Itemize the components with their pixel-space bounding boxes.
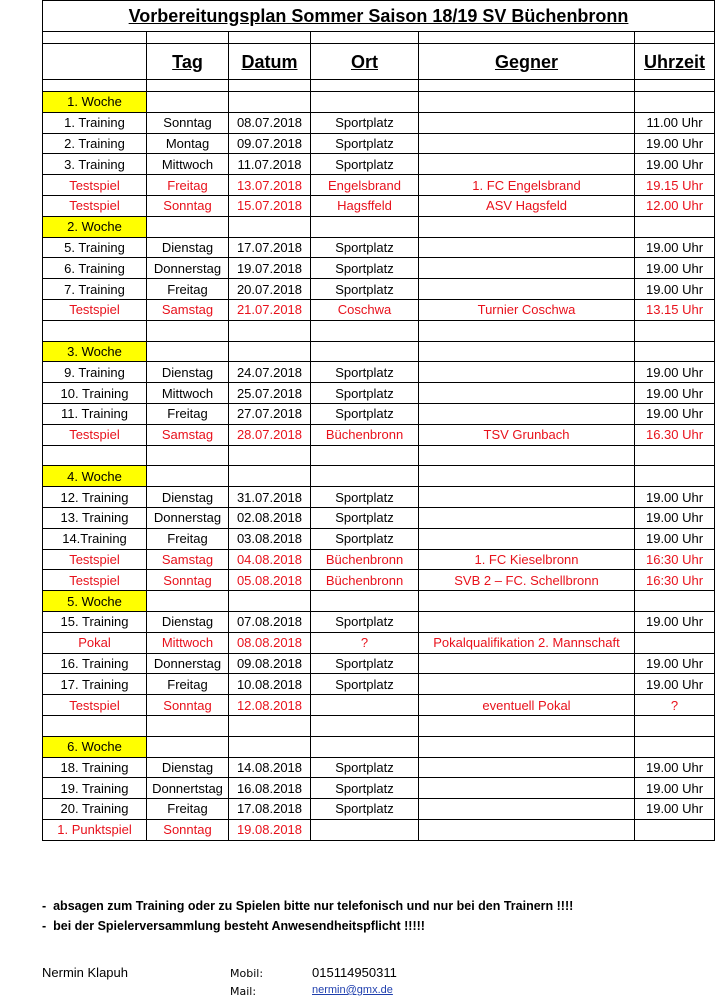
cell-tag: Freitag: [147, 175, 229, 196]
cell-training: Testspiel: [43, 299, 147, 320]
cell-tag: Sonntag: [147, 112, 229, 133]
cell-training: 3. Training: [43, 154, 147, 175]
cell-datum: 03.08.2018: [229, 528, 311, 549]
cell-training: 19. Training: [43, 778, 147, 799]
cell-datum: 14.08.2018: [229, 757, 311, 778]
cell-empty: [229, 80, 311, 92]
week-row: [43, 736, 715, 757]
cell-datum: 25.07.2018: [229, 383, 311, 404]
cell-ort: Sportplatz: [311, 133, 419, 154]
cell-empty: [311, 591, 419, 612]
cell-datum: 19.08.2018: [229, 819, 311, 840]
cell-uhrzeit: 19.00 Uhr: [635, 237, 715, 258]
cell-empty: [635, 341, 715, 362]
cell-training: 6. Training: [43, 258, 147, 279]
cell-tag: Samstag: [147, 299, 229, 320]
table-row: [43, 799, 715, 820]
cell-datum: 20.07.2018: [229, 279, 311, 300]
cell-training: 16. Training: [43, 653, 147, 674]
cell-training: 11. Training: [43, 403, 147, 424]
cell-empty: [229, 320, 311, 341]
cell-tag: Donnerstag: [147, 653, 229, 674]
cell-empty: [635, 445, 715, 466]
cell-training: 5. Training: [43, 237, 147, 258]
cell-tag: Freitag: [147, 279, 229, 300]
table-row: [43, 778, 715, 799]
cell-tag: Samstag: [147, 549, 229, 570]
trainer-name: Nermin Klapuh: [42, 965, 128, 980]
cell-empty: [419, 445, 635, 466]
cell-tag: Mittwoch: [147, 154, 229, 175]
cell-tag: Dienstag: [147, 237, 229, 258]
cell-ort: Sportplatz: [311, 258, 419, 279]
cell-gegner: [419, 819, 635, 840]
title-row: [43, 1, 715, 32]
cell-gegner: [419, 279, 635, 300]
cell-gegner: Turnier Coschwa: [419, 299, 635, 320]
cell-uhrzeit: 19.00 Uhr: [635, 279, 715, 300]
cell-empty: [229, 445, 311, 466]
cell-datum: 16.08.2018: [229, 778, 311, 799]
cell-tag: Montag: [147, 133, 229, 154]
cell-empty: [147, 80, 229, 92]
table-row: [43, 819, 715, 840]
cell-uhrzeit: 19.00 Uhr: [635, 653, 715, 674]
cell-gegner: eventuell Pokal: [419, 695, 635, 716]
cell-empty: [635, 736, 715, 757]
empty-row: [43, 320, 715, 341]
mobil-label: Mobil:: [230, 967, 264, 980]
cell-datum: 12.08.2018: [229, 695, 311, 716]
header-uhrzeit: Uhrzeit: [635, 44, 715, 80]
cell-uhrzeit: 19.00 Uhr: [635, 528, 715, 549]
cell-training: 17. Training: [43, 674, 147, 695]
cell-datum: 21.07.2018: [229, 299, 311, 320]
cell-training: 1. Punktspiel: [43, 819, 147, 840]
cell-empty: [635, 466, 715, 487]
cell-datum: 09.08.2018: [229, 653, 311, 674]
cell-empty: [311, 80, 419, 92]
cell-empty: [43, 715, 147, 736]
cell-empty: [229, 736, 311, 757]
cell-gegner: SVB 2 – FC. Schellbronn: [419, 570, 635, 591]
cell-uhrzeit: 19.00 Uhr: [635, 362, 715, 383]
cell-gegner: [419, 799, 635, 820]
cell-uhrzeit: ?: [635, 695, 715, 716]
schedule-table: [42, 0, 715, 841]
cell-gegner: ASV Hagsfeld: [419, 195, 635, 216]
table-row: [43, 237, 715, 258]
cell-training: Testspiel: [43, 195, 147, 216]
cell-gegner: [419, 237, 635, 258]
cell-datum: 13.07.2018: [229, 175, 311, 196]
cell-empty: [311, 216, 419, 237]
cell-empty: [147, 715, 229, 736]
spacer-row: [43, 80, 715, 92]
cell-tag: Mittwoch: [147, 383, 229, 404]
cell-gegner: [419, 112, 635, 133]
cell-tag: Freitag: [147, 799, 229, 820]
cell-uhrzeit: 19.00 Uhr: [635, 757, 715, 778]
cell-datum: 08.08.2018: [229, 632, 311, 653]
cell-uhrzeit: 19.00 Uhr: [635, 611, 715, 632]
week-label: 4. Woche: [43, 466, 147, 487]
cell-uhrzeit: 19.00 Uhr: [635, 778, 715, 799]
cell-empty: [419, 341, 635, 362]
cell-uhrzeit: 19.00 Uhr: [635, 799, 715, 820]
cell-uhrzeit: 19.00 Uhr: [635, 507, 715, 528]
table-row: [43, 133, 715, 154]
table-row: [43, 383, 715, 404]
cell-empty: [419, 80, 635, 92]
cell-uhrzeit: 13.15 Uhr: [635, 299, 715, 320]
cell-ort: Sportplatz: [311, 403, 419, 424]
cell-gegner: TSV Grunbach: [419, 424, 635, 445]
header-datum: Datum: [229, 44, 311, 80]
cell-training: Testspiel: [43, 424, 147, 445]
cell-tag: Dienstag: [147, 487, 229, 508]
table-row: [43, 528, 715, 549]
cell-gegner: 1. FC Engelsbrand: [419, 175, 635, 196]
cell-training: 2. Training: [43, 133, 147, 154]
cell-tag: Freitag: [147, 674, 229, 695]
table-row: [43, 695, 715, 716]
cell-uhrzeit: 11.00 Uhr: [635, 112, 715, 133]
week-row: [43, 591, 715, 612]
cell-datum: 27.07.2018: [229, 403, 311, 424]
cell-uhrzeit: 19.00 Uhr: [635, 487, 715, 508]
cell-empty: [147, 466, 229, 487]
header-ort: Ort: [311, 44, 419, 80]
table-row: [43, 424, 715, 445]
header-empty: [43, 44, 147, 80]
cell-uhrzeit: 16.30 Uhr: [635, 424, 715, 445]
cell-ort: Sportplatz: [311, 362, 419, 383]
cell-training: 9. Training: [43, 362, 147, 383]
notes: [42, 896, 573, 936]
cell-empty: [43, 80, 147, 92]
cell-ort: Sportplatz: [311, 674, 419, 695]
cell-tag: Sonntag: [147, 195, 229, 216]
cell-gegner: [419, 611, 635, 632]
cell-datum: 28.07.2018: [229, 424, 311, 445]
cell-empty: [311, 715, 419, 736]
cell-ort: Sportplatz: [311, 487, 419, 508]
cell-gegner: [419, 507, 635, 528]
cell-empty: [147, 591, 229, 612]
cell-empty: [419, 736, 635, 757]
cell-ort: Büchenbronn: [311, 570, 419, 591]
cell-empty: [43, 320, 147, 341]
cell-empty: [419, 591, 635, 612]
cell-ort: [311, 819, 419, 840]
table-row: [43, 632, 715, 653]
cell-datum: 17.08.2018: [229, 799, 311, 820]
cell-tag: Sonntag: [147, 570, 229, 591]
cell-uhrzeit: 19.00 Uhr: [635, 133, 715, 154]
week-row: [43, 216, 715, 237]
week-row: [43, 92, 715, 113]
cell-empty: [229, 341, 311, 362]
week-label: 5. Woche: [43, 591, 147, 612]
cell-uhrzeit: 19.15 Uhr: [635, 175, 715, 196]
cell-datum: 05.08.2018: [229, 570, 311, 591]
cell-tag: Sonntag: [147, 695, 229, 716]
cell-training: 12. Training: [43, 487, 147, 508]
cell-datum: 31.07.2018: [229, 487, 311, 508]
week-row: [43, 466, 715, 487]
cell-empty: [43, 445, 147, 466]
cell-gegner: [419, 362, 635, 383]
cell-gegner: [419, 653, 635, 674]
cell-ort: Sportplatz: [311, 611, 419, 632]
table-row: [43, 299, 715, 320]
table-row: [43, 487, 715, 508]
table-row: [43, 154, 715, 175]
cell-datum: 04.08.2018: [229, 549, 311, 570]
cell-training: Testspiel: [43, 695, 147, 716]
table-row: [43, 362, 715, 383]
cell-gegner: [419, 258, 635, 279]
note-anwesenheit: - bei der Spielerversammlung besteht Anwesendheitspflicht !!!!!: [42, 919, 425, 933]
cell-gegner: [419, 133, 635, 154]
cell-empty: [229, 466, 311, 487]
cell-ort: Hagsffeld: [311, 195, 419, 216]
cell-tag: Freitag: [147, 403, 229, 424]
phone-number: 015114950311: [312, 965, 397, 980]
cell-uhrzeit: 19.00 Uhr: [635, 258, 715, 279]
cell-empty: [229, 216, 311, 237]
cell-tag: Sonntag: [147, 819, 229, 840]
cell-ort: Coschwa: [311, 299, 419, 320]
cell-training: 13. Training: [43, 507, 147, 528]
header-tag: Tag: [147, 44, 229, 80]
cell-ort: ?: [311, 632, 419, 653]
cell-empty: [311, 92, 419, 113]
cell-empty: [635, 715, 715, 736]
cell-uhrzeit: 19.00 Uhr: [635, 154, 715, 175]
cell-datum: 10.08.2018: [229, 674, 311, 695]
cell-training: 10. Training: [43, 383, 147, 404]
cell-empty: [147, 320, 229, 341]
cell-datum: 15.07.2018: [229, 195, 311, 216]
cell-gegner: [419, 528, 635, 549]
cell-empty: [147, 341, 229, 362]
cell-empty: [311, 445, 419, 466]
cell-training: 7. Training: [43, 279, 147, 300]
table-row: [43, 611, 715, 632]
cell-empty: [311, 736, 419, 757]
cell-uhrzeit: 16:30 Uhr: [635, 570, 715, 591]
cell-training: 1. Training: [43, 112, 147, 133]
header-gegner: Gegner: [419, 44, 635, 80]
week-label: 1. Woche: [43, 92, 147, 113]
cell-empty: [419, 216, 635, 237]
cell-gegner: [419, 757, 635, 778]
cell-empty: [147, 92, 229, 113]
page-title: Vorbereitungsplan Sommer Saison 18/19 SV Büchenbronn: [43, 1, 715, 32]
table-row: [43, 549, 715, 570]
table-row: [43, 674, 715, 695]
cell-uhrzeit: [635, 819, 715, 840]
cell-gegner: 1. FC Kieselbronn: [419, 549, 635, 570]
cell-uhrzeit: 16:30 Uhr: [635, 549, 715, 570]
cell-tag: Dienstag: [147, 611, 229, 632]
cell-tag: Dienstag: [147, 757, 229, 778]
table-row: [43, 653, 715, 674]
table-row: [43, 570, 715, 591]
cell-uhrzeit: 19.00 Uhr: [635, 403, 715, 424]
cell-training: 14.Training: [43, 528, 147, 549]
week-label: 2. Woche: [43, 216, 147, 237]
cell-datum: 17.07.2018: [229, 237, 311, 258]
table-row: [43, 258, 715, 279]
cell-ort: Sportplatz: [311, 154, 419, 175]
cell-training: 20. Training: [43, 799, 147, 820]
cell-ort: Sportplatz: [311, 757, 419, 778]
cell-uhrzeit: [635, 632, 715, 653]
cell-empty: [419, 320, 635, 341]
table-row: [43, 175, 715, 196]
cell-empty: [635, 92, 715, 113]
cell-ort: Sportplatz: [311, 383, 419, 404]
table-row: [43, 112, 715, 133]
cell-ort: Sportplatz: [311, 112, 419, 133]
cell-gegner: [419, 778, 635, 799]
cell-tag: Samstag: [147, 424, 229, 445]
cell-empty: [419, 715, 635, 736]
cell-datum: 19.07.2018: [229, 258, 311, 279]
cell-datum: 24.07.2018: [229, 362, 311, 383]
cell-training: Testspiel: [43, 175, 147, 196]
cell-empty: [229, 715, 311, 736]
cell-gegner: Pokalqualifikation 2. Mannschaft: [419, 632, 635, 653]
cell-empty: [635, 216, 715, 237]
header-row: [43, 44, 715, 80]
cell-tag: Freitag: [147, 528, 229, 549]
cell-uhrzeit: 12.00 Uhr: [635, 195, 715, 216]
cell-training: Pokal: [43, 632, 147, 653]
empty-row: [43, 445, 715, 466]
cell-empty: [311, 341, 419, 362]
cell-datum: 08.07.2018: [229, 112, 311, 133]
spacer-row: [43, 32, 715, 44]
cell-empty: [635, 591, 715, 612]
cell-empty: [229, 92, 311, 113]
mail-label: Mail:: [230, 985, 257, 998]
cell-datum: 09.07.2018: [229, 133, 311, 154]
empty-row: [43, 715, 715, 736]
cell-empty: [229, 591, 311, 612]
cell-ort: Sportplatz: [311, 799, 419, 820]
cell-ort: Büchenbronn: [311, 424, 419, 445]
cell-empty: [311, 320, 419, 341]
cell-gegner: [419, 487, 635, 508]
cell-datum: 11.07.2018: [229, 154, 311, 175]
cell-tag: Donnertstag: [147, 778, 229, 799]
cell-empty: [419, 92, 635, 113]
cell-datum: 02.08.2018: [229, 507, 311, 528]
table-row: [43, 195, 715, 216]
cell-ort: Engelsbrand: [311, 175, 419, 196]
cell-tag: Donnerstag: [147, 258, 229, 279]
table-row: [43, 757, 715, 778]
cell-empty: [635, 320, 715, 341]
cell-gegner: [419, 154, 635, 175]
note-absagen: - absagen zum Training oder zu Spielen bitte nur telefonisch und nur bei den Trainern !!!!: [42, 899, 574, 913]
cell-datum: 07.08.2018: [229, 611, 311, 632]
cell-ort: Sportplatz: [311, 507, 419, 528]
table-row: [43, 507, 715, 528]
cell-empty: [311, 466, 419, 487]
cell-ort: Sportplatz: [311, 528, 419, 549]
cell-gegner: [419, 403, 635, 424]
cell-training: 15. Training: [43, 611, 147, 632]
week-label: 3. Woche: [43, 341, 147, 362]
cell-empty: [635, 80, 715, 92]
table-row: [43, 403, 715, 424]
cell-training: Testspiel: [43, 549, 147, 570]
cell-empty: [147, 216, 229, 237]
cell-ort: Sportplatz: [311, 653, 419, 674]
cell-tag: Donnerstag: [147, 507, 229, 528]
cell-empty: [147, 445, 229, 466]
table-row: [43, 279, 715, 300]
email-link[interactable]: nermin@gmx.de: [312, 984, 393, 996]
cell-ort: Büchenbronn: [311, 549, 419, 570]
cell-ort: Sportplatz: [311, 237, 419, 258]
week-row: [43, 341, 715, 362]
cell-ort: [311, 695, 419, 716]
cell-training: 18. Training: [43, 757, 147, 778]
cell-gegner: [419, 383, 635, 404]
cell-uhrzeit: 19.00 Uhr: [635, 383, 715, 404]
cell-empty: [419, 466, 635, 487]
cell-ort: Sportplatz: [311, 279, 419, 300]
cell-gegner: [419, 674, 635, 695]
cell-tag: Mittwoch: [147, 632, 229, 653]
cell-uhrzeit: 19.00 Uhr: [635, 674, 715, 695]
cell-empty: [147, 736, 229, 757]
week-label: 6. Woche: [43, 736, 147, 757]
cell-ort: Sportplatz: [311, 778, 419, 799]
cell-training: Testspiel: [43, 570, 147, 591]
cell-tag: Dienstag: [147, 362, 229, 383]
